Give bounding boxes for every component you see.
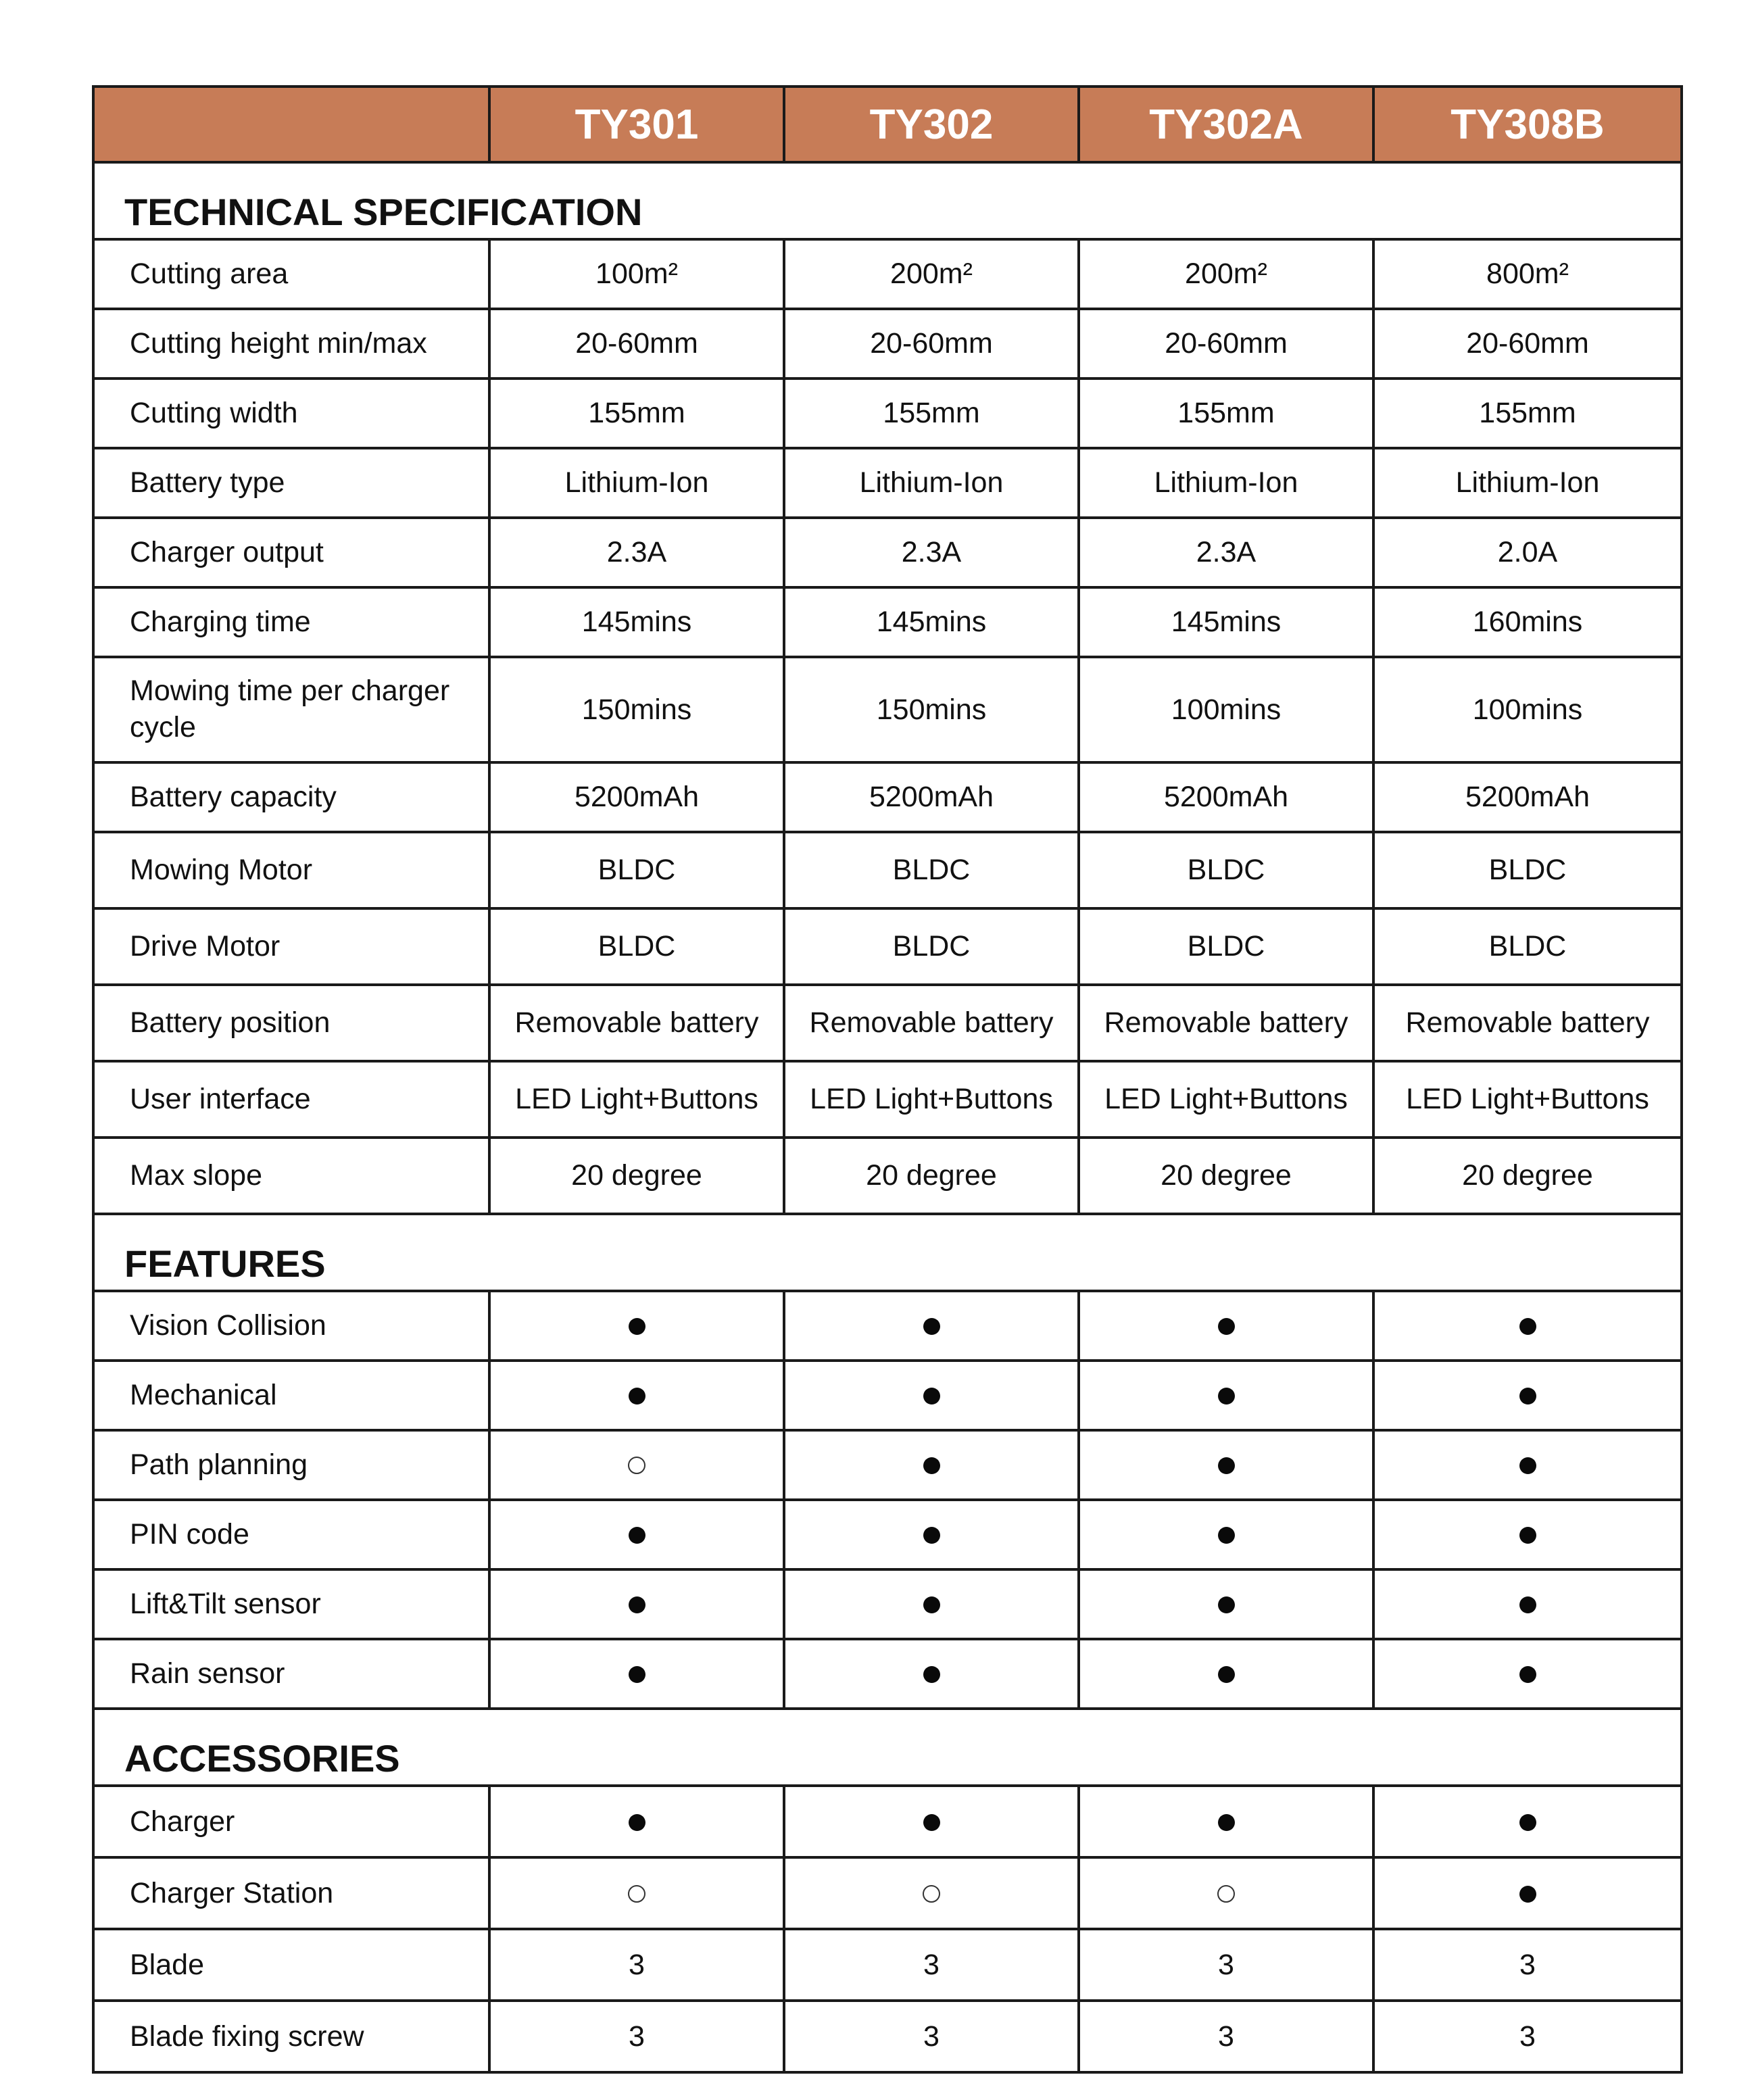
spec-value: Lithium-Ion [784, 448, 1079, 518]
spec-value: 100mins [1079, 657, 1373, 762]
filled-dot-icon [923, 1318, 940, 1335]
row-label: Battery type [93, 448, 489, 518]
section-title: ACCESSORIES [93, 1709, 1682, 1786]
availability-cell [1079, 1857, 1373, 1929]
filled-dot-icon [1519, 1814, 1536, 1831]
spec-value: Lithium-Ion [1079, 448, 1373, 518]
availability-cell [489, 1639, 784, 1709]
spec-value: BLDC [784, 832, 1079, 908]
filled-dot-icon [1218, 1388, 1235, 1405]
table-row [93, 1291, 1682, 1361]
availability-cell [1079, 1786, 1373, 1857]
table-row [93, 657, 1682, 762]
spec-value: 155mm [784, 379, 1079, 448]
row-label: Lift&Tilt sensor [93, 1569, 489, 1639]
spec-value: 200m² [1079, 239, 1373, 309]
table-row [93, 908, 1682, 985]
availability-cell [1079, 1430, 1373, 1500]
row-label: Path planning [93, 1430, 489, 1500]
availability-cell [1373, 1639, 1682, 1709]
spec-value: Removable battery [1373, 985, 1682, 1061]
row-label: Cutting height min/max [93, 309, 489, 379]
spec-value: 145mins [1079, 587, 1373, 657]
spec-value: 145mins [489, 587, 784, 657]
filled-dot-icon [1218, 1814, 1235, 1831]
row-label: Mechanical [93, 1361, 489, 1430]
spec-value: 5200mAh [1373, 762, 1682, 832]
spec-value: 200m² [784, 239, 1079, 309]
availability-cell [784, 1857, 1079, 1929]
spec-value: 20 degree [1373, 1138, 1682, 1214]
filled-dot-icon [1519, 1457, 1536, 1474]
row-label: Drive Motor [93, 908, 489, 985]
filled-dot-icon [1519, 1388, 1536, 1405]
section-title: TECHNICAL SPECIFICATION [93, 162, 1682, 239]
spec-value: 20 degree [784, 1138, 1079, 1214]
spec-value: 3 [784, 1929, 1079, 2001]
section-title: FEATURES [93, 1214, 1682, 1291]
spec-value: LED Light+Buttons [1079, 1061, 1373, 1138]
spec-value: LED Light+Buttons [784, 1061, 1079, 1138]
filled-dot-icon [1218, 1527, 1235, 1544]
filled-dot-icon [629, 1388, 645, 1405]
spec-value: 3 [784, 2001, 1079, 2072]
spec-value: 3 [1079, 2001, 1373, 2072]
spec-value: 3 [489, 1929, 784, 2001]
model-header-ty302: TY302 [784, 87, 1079, 162]
row-label: Battery capacity [93, 762, 489, 832]
model-header-row [93, 87, 1682, 162]
spec-value: 2.3A [489, 518, 784, 587]
spec-value: 2.3A [784, 518, 1079, 587]
availability-cell [1079, 1569, 1373, 1639]
spec-value: 800m² [1373, 239, 1682, 309]
filled-dot-icon [1519, 1886, 1536, 1903]
row-label: Blade [93, 1929, 489, 2001]
table-row [93, 1639, 1682, 1709]
spec-value: 155mm [1373, 379, 1682, 448]
row-label: Cutting width [93, 379, 489, 448]
table-row [93, 2001, 1682, 2072]
spec-value: 20-60mm [784, 309, 1079, 379]
model-header-ty308b: TY308B [1373, 87, 1682, 162]
spec-value: 100mins [1373, 657, 1682, 762]
filled-dot-icon [629, 1666, 645, 1683]
row-label: Mowing time per charger cycle [93, 657, 489, 762]
availability-cell [1373, 1786, 1682, 1857]
availability-cell [1079, 1291, 1373, 1361]
row-label: Max slope [93, 1138, 489, 1214]
availability-cell [489, 1291, 784, 1361]
table-row [93, 309, 1682, 379]
table-row [93, 239, 1682, 309]
availability-cell [784, 1569, 1079, 1639]
spec-value: 150mins [784, 657, 1079, 762]
table-row [93, 1361, 1682, 1430]
filled-dot-icon [923, 1388, 940, 1405]
row-label: Blade fixing screw [93, 2001, 489, 2072]
availability-cell [1373, 1857, 1682, 1929]
availability-cell [784, 1291, 1079, 1361]
table-row [93, 1857, 1682, 1929]
spec-value: 5200mAh [784, 762, 1079, 832]
row-label: PIN code [93, 1500, 489, 1569]
availability-cell [1373, 1430, 1682, 1500]
row-label: Charger output [93, 518, 489, 587]
spec-value: 3 [1373, 2001, 1682, 2072]
section-accessories [93, 1709, 1682, 1786]
table-row [93, 1138, 1682, 1214]
hollow-circle-icon [628, 1457, 645, 1474]
spec-value: 3 [1079, 1929, 1373, 2001]
spec-value: Removable battery [1079, 985, 1373, 1061]
spec-value: 3 [1373, 1929, 1682, 2001]
spec-value: 145mins [784, 587, 1079, 657]
filled-dot-icon [629, 1814, 645, 1831]
spec-value: 150mins [489, 657, 784, 762]
filled-dot-icon [1519, 1596, 1536, 1613]
spec-value: BLDC [1079, 832, 1373, 908]
hollow-circle-icon [1217, 1885, 1235, 1903]
section-features [93, 1214, 1682, 1291]
spec-value: 5200mAh [1079, 762, 1373, 832]
filled-dot-icon [923, 1596, 940, 1613]
spec-value: 160mins [1373, 587, 1682, 657]
availability-cell [489, 1361, 784, 1430]
row-label: User interface [93, 1061, 489, 1138]
spec-value: BLDC [489, 908, 784, 985]
filled-dot-icon [923, 1666, 940, 1683]
table-row [93, 762, 1682, 832]
filled-dot-icon [1218, 1457, 1235, 1474]
filled-dot-icon [923, 1814, 940, 1831]
availability-cell [784, 1500, 1079, 1569]
model-header-ty301: TY301 [489, 87, 784, 162]
spec-value: 20-60mm [1079, 309, 1373, 379]
availability-cell [784, 1786, 1079, 1857]
spec-value: 5200mAh [489, 762, 784, 832]
availability-cell [1373, 1291, 1682, 1361]
spec-value: 20-60mm [1373, 309, 1682, 379]
availability-cell [1079, 1500, 1373, 1569]
availability-cell [784, 1430, 1079, 1500]
availability-cell [1373, 1500, 1682, 1569]
spec-value: Lithium-Ion [489, 448, 784, 518]
availability-cell [1373, 1361, 1682, 1430]
row-label: Vision Collision [93, 1291, 489, 1361]
table-row [93, 985, 1682, 1061]
spec-value: LED Light+Buttons [1373, 1061, 1682, 1138]
spec-value: BLDC [1373, 908, 1682, 985]
row-label: Charger [93, 1786, 489, 1857]
row-label: Cutting area [93, 239, 489, 309]
table-row [93, 1430, 1682, 1500]
spec-value: 20-60mm [489, 309, 784, 379]
row-label: Battery position [93, 985, 489, 1061]
filled-dot-icon [1218, 1596, 1235, 1613]
availability-cell [1373, 1569, 1682, 1639]
filled-dot-icon [1519, 1666, 1536, 1683]
spec-value: 155mm [489, 379, 784, 448]
hollow-circle-icon [628, 1885, 645, 1903]
filled-dot-icon [629, 1596, 645, 1613]
row-label: Rain sensor [93, 1639, 489, 1709]
availability-cell [489, 1500, 784, 1569]
filled-dot-icon [1218, 1318, 1235, 1335]
availability-cell [1079, 1639, 1373, 1709]
hollow-circle-icon [923, 1885, 940, 1903]
table-row [93, 379, 1682, 448]
row-label: Mowing Motor [93, 832, 489, 908]
table-row [93, 448, 1682, 518]
table-row [93, 1929, 1682, 2001]
spec-value: 100m² [489, 239, 784, 309]
availability-cell [489, 1857, 784, 1929]
filled-dot-icon [1519, 1527, 1536, 1544]
availability-cell [784, 1639, 1079, 1709]
row-label: Charging time [93, 587, 489, 657]
availability-cell [489, 1569, 784, 1639]
spec-value: 155mm [1079, 379, 1373, 448]
model-header-ty302a: TY302A [1079, 87, 1373, 162]
filled-dot-icon [629, 1527, 645, 1544]
spec-value: BLDC [784, 908, 1079, 985]
spec-value: 2.0A [1373, 518, 1682, 587]
spec-value: 3 [489, 2001, 784, 2072]
table-row [93, 1786, 1682, 1857]
spec-comparison-table [92, 85, 1683, 2074]
table-row [93, 832, 1682, 908]
spec-value: Removable battery [784, 985, 1079, 1061]
spec-value: BLDC [489, 832, 784, 908]
availability-cell [784, 1361, 1079, 1430]
spec-value: Lithium-Ion [1373, 448, 1682, 518]
spec-value: LED Light+Buttons [489, 1061, 784, 1138]
filled-dot-icon [629, 1318, 645, 1335]
availability-cell [1079, 1361, 1373, 1430]
spec-value: 20 degree [1079, 1138, 1373, 1214]
spec-value: BLDC [1079, 908, 1373, 985]
table-row [93, 1569, 1682, 1639]
availability-cell [489, 1786, 784, 1857]
table-row [93, 1500, 1682, 1569]
filled-dot-icon [923, 1457, 940, 1474]
filled-dot-icon [923, 1527, 940, 1544]
filled-dot-icon [1218, 1666, 1235, 1683]
spec-value: BLDC [1373, 832, 1682, 908]
header-corner [93, 87, 489, 162]
table-row [93, 587, 1682, 657]
table-row [93, 1061, 1682, 1138]
row-label: Charger Station [93, 1857, 489, 1929]
spec-value: 2.3A [1079, 518, 1373, 587]
section-technical-specification [93, 162, 1682, 239]
spec-value: 20 degree [489, 1138, 784, 1214]
filled-dot-icon [1519, 1318, 1536, 1335]
table-row [93, 518, 1682, 587]
spec-value: Removable battery [489, 985, 784, 1061]
availability-cell [489, 1430, 784, 1500]
